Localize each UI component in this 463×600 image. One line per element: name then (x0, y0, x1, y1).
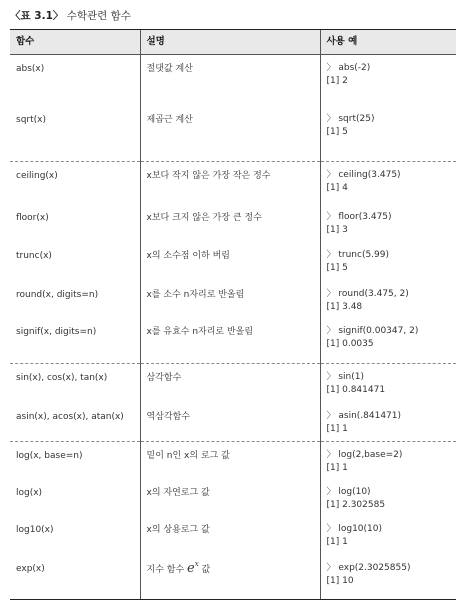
example-result: [1] 1 (326, 537, 348, 547)
table-row (10, 204, 456, 242)
description-cell: x를 유효수 n자리로 반올림 (140, 318, 320, 364)
description-cell: x의 상용로그 값 (140, 516, 320, 555)
table-row (10, 281, 456, 318)
example-command: 〉 round(3.475, 2) (326, 288, 409, 299)
example-cell (320, 204, 456, 242)
example-command: 〉 trunc(5.99) (326, 249, 390, 260)
function-cell: asin(x), acos(x), atan(x) (16, 411, 124, 422)
example-command: 〉 sin(1) (326, 372, 365, 382)
description-cell: 제곱근 계산 (140, 106, 320, 162)
table-row (10, 442, 456, 480)
example-result: [1] 5 (326, 126, 348, 137)
table-header-row (10, 30, 456, 55)
example-result: [1] 10 (326, 576, 354, 586)
function-cell: log(x) (16, 488, 43, 498)
example-cell (320, 364, 456, 403)
description-suffix: 값 (201, 565, 211, 575)
description-text: 지수 함수 (146, 565, 185, 575)
example-command: 〉 log10(10) (326, 524, 383, 534)
table-row (10, 555, 456, 599)
example-cell (320, 516, 456, 555)
description-cell: 역삼각함수 (140, 403, 320, 442)
function-cell: sqrt(x) (16, 114, 46, 125)
example-command: 〉 sqrt(25) (326, 113, 375, 124)
example-result: [1] 2.302585 (326, 500, 386, 510)
function-cell: floor(x) (16, 212, 49, 223)
table-title: 수학관련 함수 (66, 10, 131, 22)
function-cell: abs(x) (16, 64, 45, 74)
table-row (10, 242, 456, 281)
table-row (10, 479, 456, 516)
example-result: [1] 3.48 (326, 301, 363, 312)
example-command: 〉 ceiling(3.475) (326, 170, 401, 180)
example-command: 〉 abs(-2) (326, 63, 371, 73)
table-row (10, 516, 456, 555)
table-row (10, 55, 456, 106)
example-cell (320, 442, 456, 480)
header-example: 사용 예 (320, 30, 456, 55)
description-cell: 절댓값 계산 (140, 55, 320, 106)
example-cell (320, 106, 456, 162)
table-row (10, 364, 456, 403)
example-result: [1] 4 (326, 183, 348, 193)
example-cell (320, 162, 456, 204)
example-command: 〉 asin(.841471) (326, 410, 402, 421)
example-result: [1] 1 (326, 423, 348, 434)
example-command: 〉 log(2,base=2) (326, 450, 403, 460)
math-exponent: x (194, 560, 199, 568)
table-row (10, 403, 456, 442)
description-cell: x를 소수 n자리로 반올림 (140, 281, 320, 318)
example-cell (320, 242, 456, 281)
table-row (10, 162, 456, 204)
example-cell (320, 55, 456, 106)
example-result: [1] 0.0035 (326, 338, 374, 349)
math-base-e: e (187, 561, 195, 576)
example-result: [1] 0.841471 (326, 385, 386, 395)
example-command: 〉 floor(3.475) (326, 211, 392, 222)
example-result: [1] 1 (326, 463, 348, 473)
example-cell (320, 555, 456, 599)
example-result: [1] 2 (326, 76, 348, 86)
example-result: [1] 3 (326, 224, 348, 235)
function-cell: trunc(x) (16, 250, 52, 261)
table-row (10, 318, 456, 364)
header-function: 함수 (10, 30, 140, 55)
function-cell: log(x, base=n) (10, 442, 140, 480)
function-cell: round(x, digits=n) (16, 289, 99, 300)
description-cell: x의 소수점 이하 버림 (140, 242, 320, 281)
description-cell: 밑이 n인 x의 로그 값 (140, 442, 320, 480)
math-functions-table (10, 29, 456, 600)
example-cell (320, 403, 456, 442)
example-command: 〉 signif(0.00347, 2) (326, 325, 419, 336)
description-cell: x보다 크지 않은 가장 큰 정수 (140, 204, 320, 242)
example-command: 〉 exp(2.3025855) (326, 563, 411, 573)
description-cell: x보다 작지 않은 가장 작은 정수 (140, 162, 320, 204)
description-cell: 삼각함수 (140, 364, 320, 403)
function-cell: exp(x) (10, 555, 140, 599)
example-cell (320, 281, 456, 318)
function-cell: log10(x) (16, 525, 54, 535)
table-row (10, 106, 456, 162)
description-cell (140, 555, 320, 599)
table-caption (10, 8, 131, 23)
description-cell: x의 자연로그 값 (140, 479, 320, 516)
function-cell: ceiling(x) (10, 162, 140, 204)
header-description: 설명 (140, 30, 320, 55)
example-cell (320, 318, 456, 364)
example-command: 〉 log(10) (326, 487, 371, 497)
table-number: 〈표 3.1〉 (10, 10, 64, 22)
function-cell: signif(x, digits=n) (16, 326, 97, 337)
example-result: [1] 5 (326, 262, 348, 273)
function-cell: sin(x), cos(x), tan(x) (10, 364, 140, 403)
example-cell (320, 479, 456, 516)
